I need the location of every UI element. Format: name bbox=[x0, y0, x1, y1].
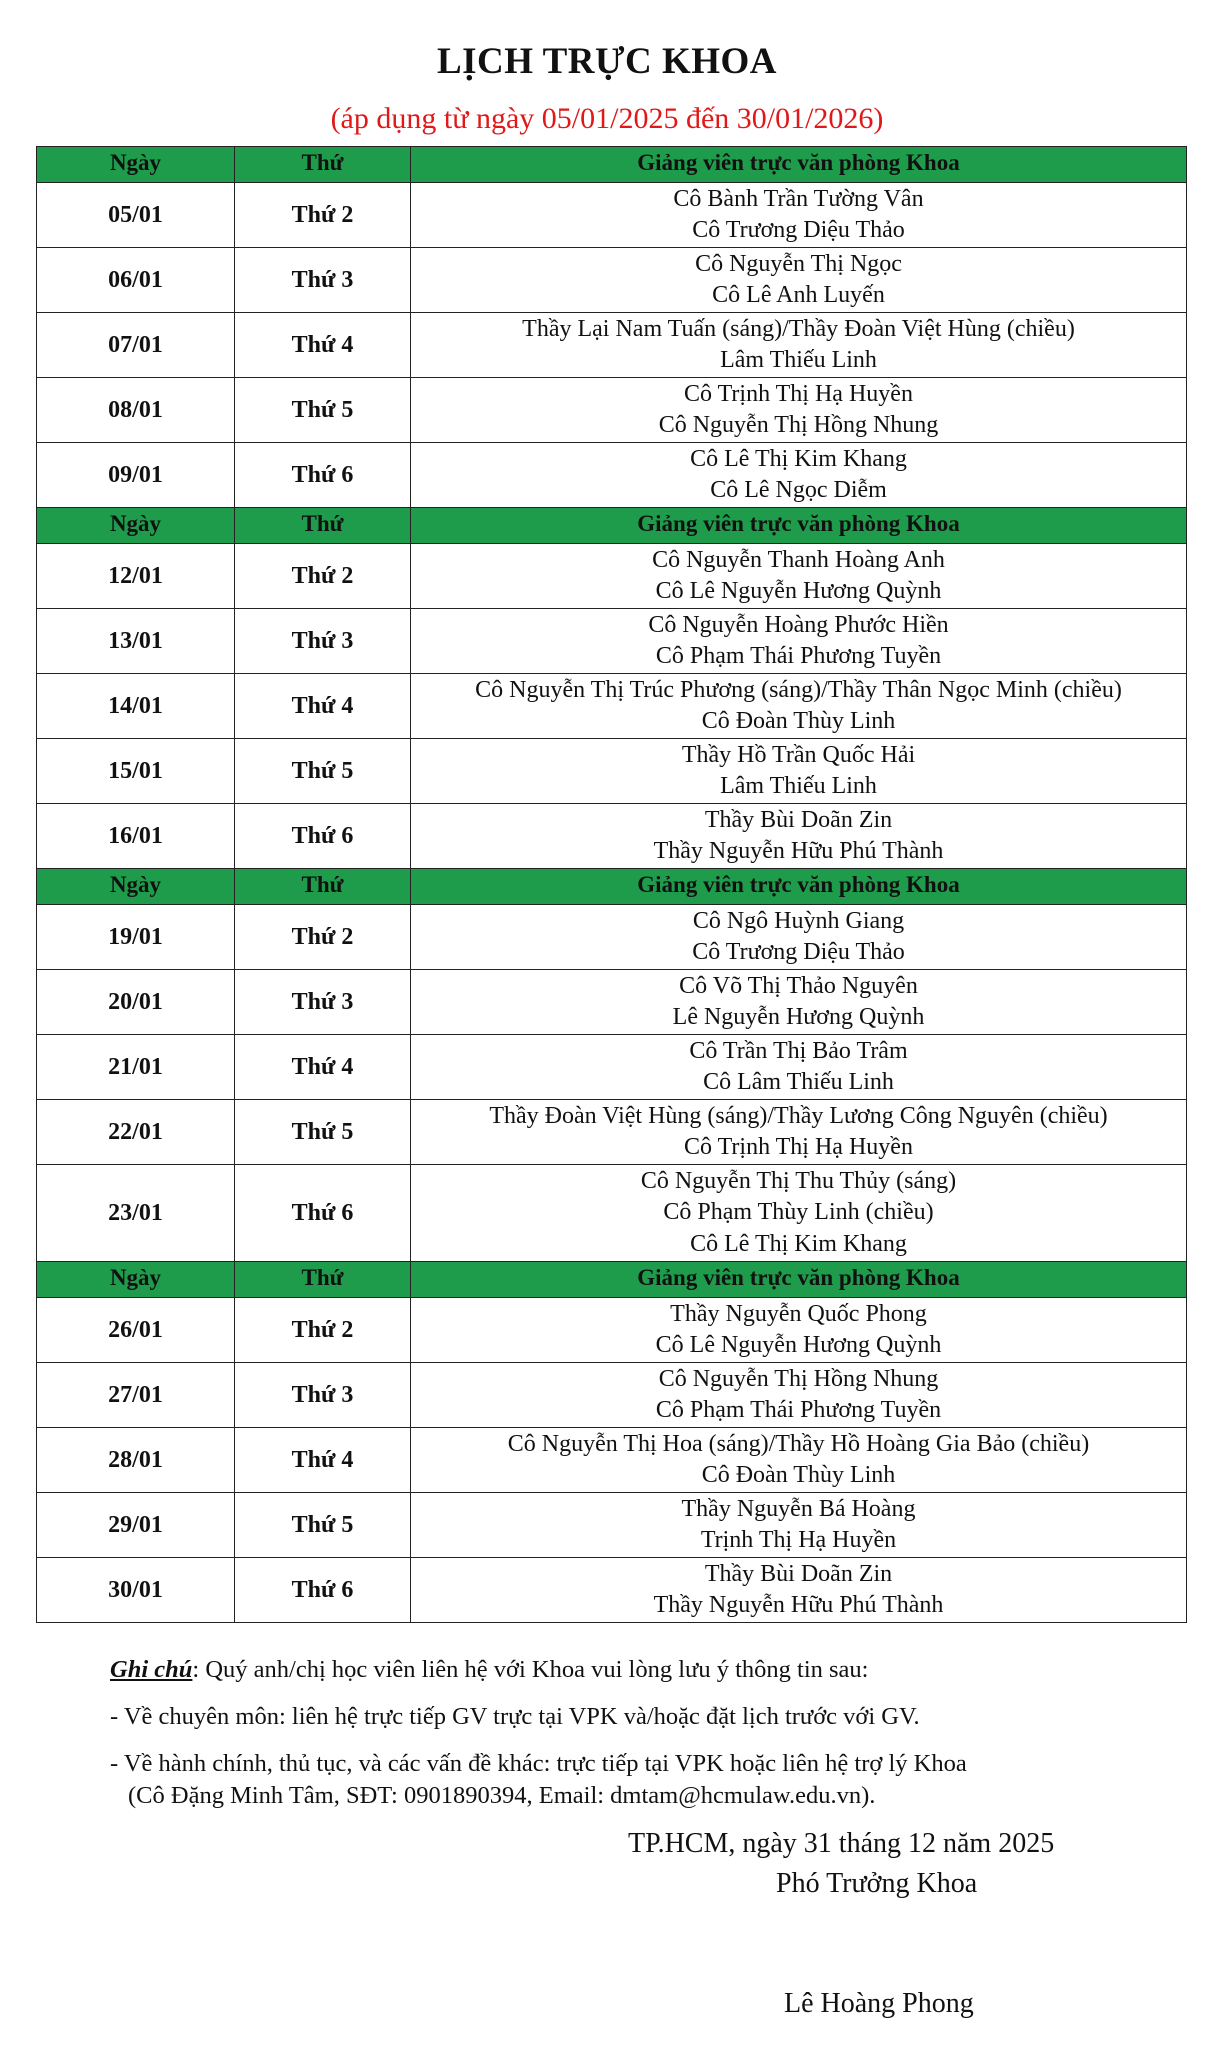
table-row bbox=[37, 739, 1187, 804]
row-day: 22/01 bbox=[37, 1100, 235, 1165]
row-weekday: Thứ 5 bbox=[235, 1493, 411, 1558]
table-row bbox=[37, 1558, 1187, 1623]
row-weekday: Thứ 4 bbox=[235, 1428, 411, 1493]
lecturer-name: Thầy Bùi Doãn Zin bbox=[704, 1560, 893, 1587]
table-row bbox=[37, 1428, 1187, 1493]
row-day: 29/01 bbox=[37, 1493, 235, 1558]
row-weekday: Thứ 5 bbox=[235, 378, 411, 443]
lecturer-name: Cô Lê Thị Kim Khang bbox=[690, 1230, 907, 1257]
table-row bbox=[37, 1363, 1187, 1428]
row-lecturers bbox=[411, 804, 1187, 869]
row-day: 09/01 bbox=[37, 443, 235, 508]
lecturer-name: Cô Lê Ngọc Diễm bbox=[710, 477, 887, 503]
lecturer-name: Cô Trần Thị Bảo Trâm bbox=[689, 1037, 908, 1064]
table-header-row bbox=[37, 869, 1187, 905]
note-intro-text: : Quý anh/chị học viên liên hệ với Khoa vui lòng lưu ý thông tin sau: bbox=[192, 1656, 869, 1683]
row-day: 06/01 bbox=[37, 248, 235, 313]
row-lecturers bbox=[411, 674, 1187, 739]
lecturer-name: Cô Lê Nguyễn Hương Quỳnh bbox=[655, 578, 942, 604]
lecturer-name: Lâm Thiếu Linh bbox=[720, 347, 877, 373]
lecturer-name: Cô Phạm Thùy Linh (chiều) bbox=[663, 1199, 934, 1226]
row-lecturers bbox=[411, 313, 1187, 378]
header-weekday: Thứ bbox=[235, 1262, 411, 1298]
row-lecturers bbox=[411, 1100, 1187, 1165]
row-day: 23/01 bbox=[37, 1165, 235, 1262]
row-day: 26/01 bbox=[37, 1298, 235, 1363]
table-row bbox=[37, 609, 1187, 674]
lecturer-name: Thầy Nguyễn Bá Hoàng bbox=[681, 1495, 916, 1522]
lecturer-name: Cô Lê Nguyễn Hương Quỳnh bbox=[655, 1332, 942, 1358]
row-day: 28/01 bbox=[37, 1428, 235, 1493]
row-day: 12/01 bbox=[37, 544, 235, 609]
row-lecturers bbox=[411, 1558, 1187, 1623]
row-day: 14/01 bbox=[37, 674, 235, 739]
lecturer-name: Cô Lâm Thiếu Linh bbox=[703, 1069, 894, 1095]
lecturer-name: Thầy Bùi Doãn Zin bbox=[704, 806, 893, 833]
row-weekday: Thứ 3 bbox=[235, 970, 411, 1035]
row-lecturers bbox=[411, 378, 1187, 443]
row-weekday: Thứ 3 bbox=[235, 1363, 411, 1428]
row-weekday: Thứ 5 bbox=[235, 739, 411, 804]
row-weekday: Thứ 2 bbox=[235, 1298, 411, 1363]
row-day: 07/01 bbox=[37, 313, 235, 378]
lecturer-name: Cô Lê Thị Kim Khang bbox=[690, 445, 907, 472]
header-lecturer: Giảng viên trực văn phòng Khoa bbox=[411, 147, 1187, 183]
row-weekday: Thứ 4 bbox=[235, 313, 411, 378]
lecturer-name: Cô Nguyễn Thị Ngọc bbox=[695, 250, 902, 277]
row-weekday: Thứ 3 bbox=[235, 609, 411, 674]
lecturer-name: Cô Trịnh Thị Hạ Huyền bbox=[684, 380, 913, 407]
signature-position: Phó Trưởng Khoa bbox=[776, 1868, 978, 1899]
row-weekday: Thứ 4 bbox=[235, 674, 411, 739]
table-row bbox=[37, 1165, 1187, 1262]
lecturer-name: Cô Trịnh Thị Hạ Huyền bbox=[684, 1134, 913, 1160]
row-day: 30/01 bbox=[37, 1558, 235, 1623]
row-lecturers bbox=[411, 443, 1187, 508]
lecturer-name: Cô Nguyễn Thị Hồng Nhung bbox=[658, 1365, 939, 1392]
note-label: Ghi chú bbox=[110, 1656, 193, 1683]
lecturer-name: Thầy Nguyễn Quốc Phong bbox=[670, 1300, 927, 1327]
row-day: 19/01 bbox=[37, 905, 235, 970]
lecturer-name: Cô Đoàn Thùy Linh bbox=[701, 708, 896, 734]
row-weekday: Thứ 6 bbox=[235, 1165, 411, 1262]
lecturer-name: Cô Trương Diệu Thảo bbox=[692, 217, 905, 243]
row-lecturers bbox=[411, 248, 1187, 313]
table-row bbox=[37, 248, 1187, 313]
row-day: 20/01 bbox=[37, 970, 235, 1035]
note-intro bbox=[110, 1656, 868, 1684]
row-day: 15/01 bbox=[37, 739, 235, 804]
page-subtitle: (áp dụng từ ngày 05/01/2025 đến 30/01/2026) bbox=[330, 102, 884, 135]
row-weekday: Thứ 2 bbox=[235, 905, 411, 970]
row-day: 13/01 bbox=[37, 609, 235, 674]
row-lecturers bbox=[411, 1493, 1187, 1558]
lecturer-name: Cô Võ Thị Thảo Nguyên bbox=[679, 972, 918, 999]
table-row bbox=[37, 674, 1187, 739]
table-row bbox=[37, 1493, 1187, 1558]
table-row bbox=[37, 1298, 1187, 1363]
row-weekday: Thứ 4 bbox=[235, 1035, 411, 1100]
lecturer-name: Cô Nguyễn Thanh Hoàng Anh bbox=[652, 546, 945, 573]
row-weekday: Thứ 3 bbox=[235, 248, 411, 313]
row-lecturers bbox=[411, 905, 1187, 970]
row-day: 21/01 bbox=[37, 1035, 235, 1100]
header-day: Ngày bbox=[37, 1262, 235, 1298]
lecturer-name: Cô Nguyễn Thị Hoa (sáng)/Thầy Hồ Hoàng Gia Bảo (chiều) bbox=[507, 1430, 1090, 1457]
lecturer-name: Thầy Nguyễn Hữu Phú Thành bbox=[653, 838, 944, 864]
row-weekday: Thứ 6 bbox=[235, 1558, 411, 1623]
row-lecturers bbox=[411, 544, 1187, 609]
header-lecturer: Giảng viên trực văn phòng Khoa bbox=[411, 508, 1187, 544]
table-row bbox=[37, 544, 1187, 609]
header-weekday: Thứ bbox=[235, 869, 411, 905]
lecturer-name: Cô Nguyễn Thị Thu Thủy (sáng) bbox=[640, 1167, 957, 1194]
lecturer-name: Lâm Thiếu Linh bbox=[720, 773, 877, 799]
table-row bbox=[37, 1100, 1187, 1165]
duty-schedule-table bbox=[36, 146, 1187, 1623]
row-day: 16/01 bbox=[37, 804, 235, 869]
page-title: LỊCH TRỰC KHOA bbox=[436, 41, 778, 82]
row-lecturers bbox=[411, 1428, 1187, 1493]
table-row bbox=[37, 378, 1187, 443]
lecturer-name: Cô Nguyễn Thị Trúc Phương (sáng)/Thầy Thân Ngọc Minh (chiều) bbox=[475, 676, 1122, 703]
lecturer-name: Cô Đoàn Thùy Linh bbox=[701, 1462, 896, 1488]
row-weekday: Thứ 2 bbox=[235, 544, 411, 609]
table-row bbox=[37, 443, 1187, 508]
row-weekday: Thứ 5 bbox=[235, 1100, 411, 1165]
row-lecturers bbox=[411, 1363, 1187, 1428]
row-lecturers bbox=[411, 970, 1187, 1035]
header-lecturer: Giảng viên trực văn phòng Khoa bbox=[411, 869, 1187, 905]
lecturer-name: Cô Phạm Thái Phương Tuyền bbox=[655, 643, 942, 669]
header-day: Ngày bbox=[37, 508, 235, 544]
row-weekday: Thứ 2 bbox=[235, 183, 411, 248]
row-lecturers bbox=[411, 183, 1187, 248]
signature-place-date: TP.HCM, ngày 31 tháng 12 năm 2025 bbox=[628, 1828, 1055, 1859]
header-lecturer: Giảng viên trực văn phòng Khoa bbox=[411, 1262, 1187, 1298]
lecturer-name: Trịnh Thị Hạ Huyền bbox=[700, 1527, 897, 1553]
row-day: 27/01 bbox=[37, 1363, 235, 1428]
row-day: 05/01 bbox=[37, 183, 235, 248]
header-weekday: Thứ bbox=[235, 147, 411, 183]
row-weekday: Thứ 6 bbox=[235, 443, 411, 508]
lecturer-name: Cô Nguyễn Hoàng Phước Hiền bbox=[648, 611, 949, 638]
table-row bbox=[37, 905, 1187, 970]
table-header-row bbox=[37, 508, 1187, 544]
lecturer-name: Cô Phạm Thái Phương Tuyền bbox=[655, 1397, 942, 1423]
row-lecturers bbox=[411, 1165, 1187, 1262]
header-day: Ngày bbox=[37, 147, 235, 183]
lecturer-name: Lê Nguyễn Hương Quỳnh bbox=[672, 1004, 925, 1030]
row-lecturers bbox=[411, 609, 1187, 674]
row-lecturers bbox=[411, 1035, 1187, 1100]
lecturer-name: Cô Trương Diệu Thảo bbox=[692, 939, 905, 965]
lecturer-name: Cô Nguyễn Thị Hồng Nhung bbox=[658, 412, 939, 438]
row-day: 08/01 bbox=[37, 378, 235, 443]
lecturer-name: Cô Bành Trần Tường Vân bbox=[673, 185, 924, 212]
row-lecturers bbox=[411, 1298, 1187, 1363]
table-row bbox=[37, 804, 1187, 869]
note-line-3: (Cô Đặng Minh Tâm, SĐT: 0901890394, Email: dmtam@hcmulaw.edu.vn). bbox=[128, 1782, 876, 1809]
lecturer-name: Thầy Đoàn Việt Hùng (sáng)/Thầy Lương Công Nguyên (chiều) bbox=[489, 1102, 1108, 1129]
note-line-1: - Về chuyên môn: liên hệ trực tiếp GV trực tại VPK và/hoặc đặt lịch trước với GV. bbox=[110, 1703, 920, 1730]
table-row bbox=[37, 1035, 1187, 1100]
table-row bbox=[37, 183, 1187, 248]
table-row bbox=[37, 970, 1187, 1035]
lecturer-name: Thầy Lại Nam Tuấn (sáng)/Thầy Đoàn Việt Hùng (chiều) bbox=[522, 315, 1075, 342]
header-day: Ngày bbox=[37, 869, 235, 905]
table-header-row bbox=[37, 1262, 1187, 1298]
lecturer-name: Cô Ngô Huỳnh Giang bbox=[692, 907, 905, 934]
table-header-row bbox=[37, 147, 1187, 183]
row-weekday: Thứ 6 bbox=[235, 804, 411, 869]
note-line-2: - Về hành chính, thủ tục, và các vấn đề khác: trực tiếp tại VPK hoặc liên hệ trợ lý Khoa bbox=[110, 1750, 967, 1777]
table-row bbox=[37, 313, 1187, 378]
lecturer-name: Thầy Nguyễn Hữu Phú Thành bbox=[653, 1592, 944, 1618]
signature-name: Lê Hoàng Phong bbox=[784, 1988, 974, 2019]
lecturer-name: Cô Lê Anh Luyến bbox=[712, 282, 885, 308]
lecturer-name: Thầy Hồ Trần Quốc Hải bbox=[681, 741, 916, 768]
row-lecturers bbox=[411, 739, 1187, 804]
header-weekday: Thứ bbox=[235, 508, 411, 544]
